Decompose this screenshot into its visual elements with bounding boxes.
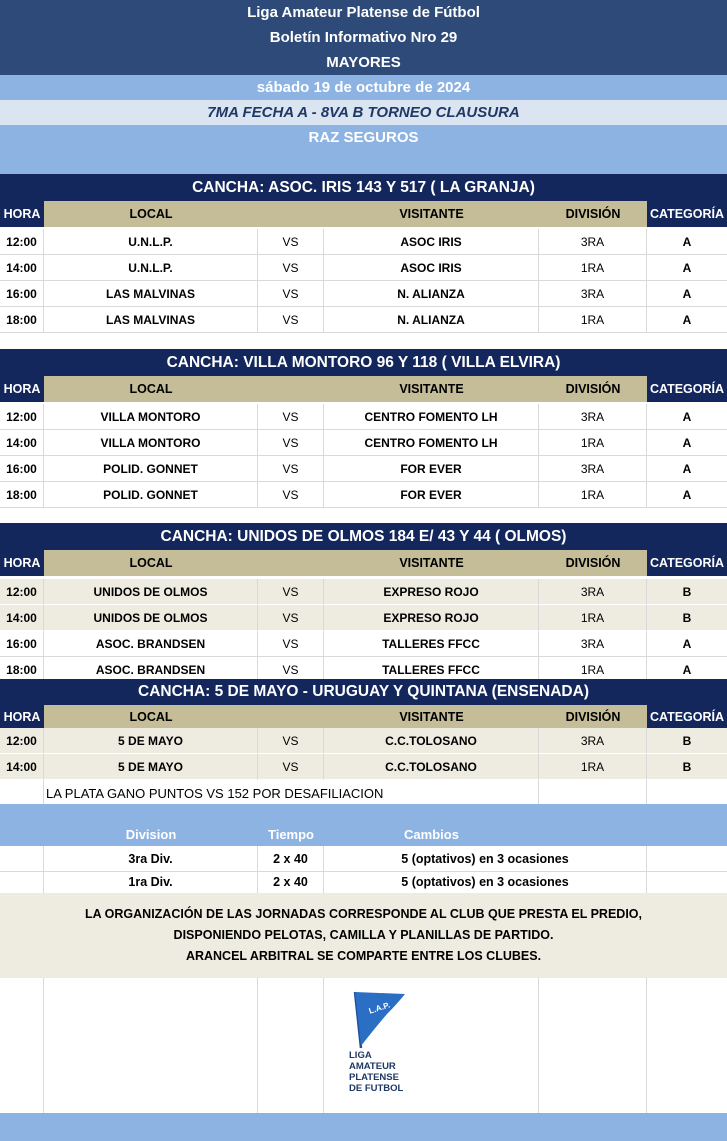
categoria-header: CATEGORÍA xyxy=(647,705,727,728)
match-visitante: C.C.TOLOSANO xyxy=(324,754,539,780)
match-visitante: TALLERES FFCC xyxy=(324,631,539,657)
vs-header xyxy=(258,201,324,227)
match-local: 5 DE MAYO xyxy=(44,728,258,754)
match-local: U.N.L.P. xyxy=(44,229,258,255)
division-header: DIVISIÓN xyxy=(539,201,647,227)
venue-title: CANCHA: 5 DE MAYO - URUGUAY Y QUINTANA (ENSENADA) xyxy=(0,679,727,705)
match-local: VILLA MONTORO xyxy=(44,430,258,456)
match-time: 12:00 xyxy=(0,728,44,754)
note-spacer xyxy=(0,780,44,806)
rules-cambios-header: Cambios xyxy=(404,827,459,842)
match-visitante: CENTRO FOMENTO LH xyxy=(324,430,539,456)
match-local: 5 DE MAYO xyxy=(44,754,258,780)
venue-title: CANCHA: VILLA MONTORO 96 Y 118 ( VILLA ELVIRA) xyxy=(0,349,727,376)
match-visitante: TALLERES FFCC xyxy=(324,657,539,683)
rules-division: 3ra Div. xyxy=(44,846,258,872)
vs-header xyxy=(258,376,324,402)
match-row xyxy=(0,605,727,631)
match-division: 3RA xyxy=(539,631,647,657)
match-local: U.N.L.P. xyxy=(44,255,258,281)
vs-header xyxy=(258,705,324,728)
match-vs: VS xyxy=(258,281,324,307)
match-row xyxy=(0,255,727,281)
match-vs: VS xyxy=(258,579,324,605)
rules-division-header: Division xyxy=(125,827,177,842)
rules-spacer xyxy=(0,804,44,846)
match-local: POLID. GONNET xyxy=(44,456,258,482)
match-categoria: B xyxy=(647,728,727,754)
match-vs: VS xyxy=(258,631,324,657)
match-division: 1RA xyxy=(539,754,647,780)
match-vs: VS xyxy=(258,255,324,281)
organization-line: LA ORGANIZACIÓN DE LAS JORNADAS CORRESPONDE AL CLUB QUE PRESTA EL PREDIO, xyxy=(85,907,642,921)
match-vs: VS xyxy=(258,430,324,456)
match-categoria: A xyxy=(647,430,727,456)
match-categoria: A xyxy=(647,229,727,255)
round-banner: 7MA FECHA A - 8VA B TORNEO CLAUSURA xyxy=(0,100,727,125)
match-row xyxy=(0,728,727,754)
local-header: LOCAL xyxy=(44,201,258,227)
match-local: UNIDOS DE OLMOS xyxy=(44,605,258,631)
match-division: 1RA xyxy=(539,307,647,333)
match-division: 1RA xyxy=(539,605,647,631)
match-division: 3RA xyxy=(539,728,647,754)
vs-header xyxy=(258,550,324,576)
note-spacer xyxy=(539,780,647,806)
logo-flag-text: L.A.P. xyxy=(367,1000,392,1016)
match-time: 12:00 xyxy=(0,579,44,605)
hora-header: HORA xyxy=(0,201,44,227)
match-visitante: EXPRESO ROJO xyxy=(324,605,539,631)
match-visitante: FOR EVER xyxy=(324,456,539,482)
match-time: 14:00 xyxy=(0,605,44,631)
match-row xyxy=(0,430,727,456)
match-vs: VS xyxy=(258,229,324,255)
visitante-header: VISITANTE xyxy=(324,376,539,402)
match-categoria: A xyxy=(647,307,727,333)
venue-title: CANCHA: ASOC. IRIS 143 Y 517 ( LA GRANJA) xyxy=(0,174,727,201)
match-local: LAS MALVINAS xyxy=(44,307,258,333)
match-row xyxy=(0,404,727,430)
match-vs: VS xyxy=(258,307,324,333)
hora-header: HORA xyxy=(0,705,44,728)
match-vs: VS xyxy=(258,728,324,754)
match-visitante: FOR EVER xyxy=(324,482,539,508)
match-division: 1RA xyxy=(539,482,647,508)
match-row xyxy=(0,579,727,605)
match-categoria: A xyxy=(647,404,727,430)
rules-tiempo: 2 x 40 xyxy=(258,846,324,872)
match-categoria: A xyxy=(647,456,727,482)
match-division: 3RA xyxy=(539,456,647,482)
match-row xyxy=(0,754,727,780)
note-spacer xyxy=(647,780,727,806)
match-division: 3RA xyxy=(539,579,647,605)
venue-title: CANCHA: UNIDOS DE OLMOS 184 E/ 43 Y 44 ( OLMOS) xyxy=(0,523,727,550)
match-local: ASOC. BRANDSEN xyxy=(44,631,258,657)
rules-spacer xyxy=(539,804,647,846)
match-row xyxy=(0,307,727,333)
match-time: 18:00 xyxy=(0,307,44,333)
match-time: 16:00 xyxy=(0,631,44,657)
match-vs: VS xyxy=(258,404,324,430)
match-time: 16:00 xyxy=(0,281,44,307)
match-time: 14:00 xyxy=(0,754,44,780)
match-categoria: A xyxy=(647,255,727,281)
visitante-header: VISITANTE xyxy=(324,705,539,728)
match-local: POLID. GONNET xyxy=(44,482,258,508)
match-vs: VS xyxy=(258,657,324,683)
bulletin-title: Boletín Informativo Nro 29 xyxy=(0,25,727,50)
match-visitante: EXPRESO ROJO xyxy=(324,579,539,605)
match-visitante: N. ALIANZA xyxy=(324,281,539,307)
hora-header: HORA xyxy=(0,550,44,576)
match-local: VILLA MONTORO xyxy=(44,404,258,430)
match-local: UNIDOS DE OLMOS xyxy=(44,579,258,605)
match-time: 12:00 xyxy=(0,229,44,255)
match-division: 3RA xyxy=(539,404,647,430)
match-division: 3RA xyxy=(539,281,647,307)
league-title: Liga Amateur Platense de Fútbol xyxy=(0,0,727,25)
division-header: DIVISIÓN xyxy=(539,550,647,576)
column-header-row xyxy=(0,376,727,402)
match-time: 18:00 xyxy=(0,482,44,508)
note-text: LA PLATA GANO PUNTOS VS 152 POR DESAFILIACION xyxy=(44,780,539,806)
match-division: 3RA xyxy=(539,229,647,255)
categoria-header: CATEGORÍA xyxy=(647,376,727,402)
visitante-header: VISITANTE xyxy=(324,201,539,227)
local-header: LOCAL xyxy=(44,550,258,576)
rules-cambios: 5 (optativos) en 3 ocasiones xyxy=(324,846,647,872)
categoria-header: CATEGORÍA xyxy=(647,550,727,576)
match-time: 18:00 xyxy=(0,657,44,683)
rules-tiempo: 2 x 40 xyxy=(258,869,324,895)
column-header-row xyxy=(0,201,727,227)
rules-spacer xyxy=(0,869,44,895)
match-visitante: N. ALIANZA xyxy=(324,307,539,333)
column-header-row xyxy=(0,550,727,576)
category-title: MAYORES xyxy=(0,50,727,75)
logo-line: LIGA xyxy=(349,1050,372,1061)
match-visitante: ASOC IRIS xyxy=(324,255,539,281)
match-categoria: B xyxy=(647,579,727,605)
division-header: DIVISIÓN xyxy=(539,705,647,728)
rules-cambios: 5 (optativos) en 3 ocasiones xyxy=(324,869,647,895)
match-categoria: A xyxy=(647,631,727,657)
organization-notice xyxy=(0,893,727,978)
rules-header xyxy=(0,804,727,846)
match-categoria: A xyxy=(647,281,727,307)
match-time: 14:00 xyxy=(0,430,44,456)
match-row xyxy=(0,631,727,657)
match-vs: VS xyxy=(258,456,324,482)
visitante-header: VISITANTE xyxy=(324,550,539,576)
organization-line: ARANCEL ARBITRAL SE COMPARTE ENTRE LOS CLUBES. xyxy=(185,949,542,963)
logo-text xyxy=(349,1050,403,1094)
local-header: LOCAL xyxy=(44,376,258,402)
match-local: LAS MALVINAS xyxy=(44,281,258,307)
match-local: ASOC. BRANDSEN xyxy=(44,657,258,683)
match-visitante: ASOC IRIS xyxy=(324,229,539,255)
local-header: LOCAL xyxy=(44,705,258,728)
header-spacer xyxy=(0,150,727,174)
match-vs: VS xyxy=(258,605,324,631)
match-division: 1RA xyxy=(539,430,647,456)
match-visitante: C.C.TOLOSANO xyxy=(324,728,539,754)
column-header-row xyxy=(0,705,727,728)
match-row xyxy=(0,482,727,508)
match-vs: VS xyxy=(258,754,324,780)
rules-tiempo-header: Tiempo xyxy=(268,827,314,842)
footer-bar xyxy=(0,1113,727,1141)
match-row xyxy=(0,229,727,255)
match-visitante: CENTRO FOMENTO LH xyxy=(324,404,539,430)
sponsor-banner: RAZ SEGUROS xyxy=(0,125,727,150)
match-vs: VS xyxy=(258,482,324,508)
match-categoria: B xyxy=(647,605,727,631)
division-header: DIVISIÓN xyxy=(539,376,647,402)
rules-spacer xyxy=(647,869,727,895)
match-time: 14:00 xyxy=(0,255,44,281)
rules-spacer xyxy=(647,804,727,846)
logo-line: PLATENSE xyxy=(349,1072,399,1083)
match-row xyxy=(0,281,727,307)
match-division: 1RA xyxy=(539,657,647,683)
hora-header: HORA xyxy=(0,376,44,402)
rules-row xyxy=(0,869,727,895)
match-time: 16:00 xyxy=(0,456,44,482)
organization-line: DISPONIENDO PELOTAS, CAMILLA Y PLANILLAS DE PARTIDO. xyxy=(173,928,554,942)
rules-division: 1ra Div. xyxy=(44,869,258,895)
date-banner: sábado 19 de octubre de 2024 xyxy=(0,75,727,100)
note-row xyxy=(0,780,727,806)
match-categoria: A xyxy=(647,482,727,508)
logo-line: AMATEUR xyxy=(349,1061,396,1072)
match-categoria: A xyxy=(647,657,727,683)
categoria-header: CATEGORÍA xyxy=(647,201,727,227)
match-row xyxy=(0,456,727,482)
logo-line: DE FUTBOL xyxy=(349,1083,404,1094)
match-time: 12:00 xyxy=(0,404,44,430)
match-division: 1RA xyxy=(539,255,647,281)
match-categoria: B xyxy=(647,754,727,780)
